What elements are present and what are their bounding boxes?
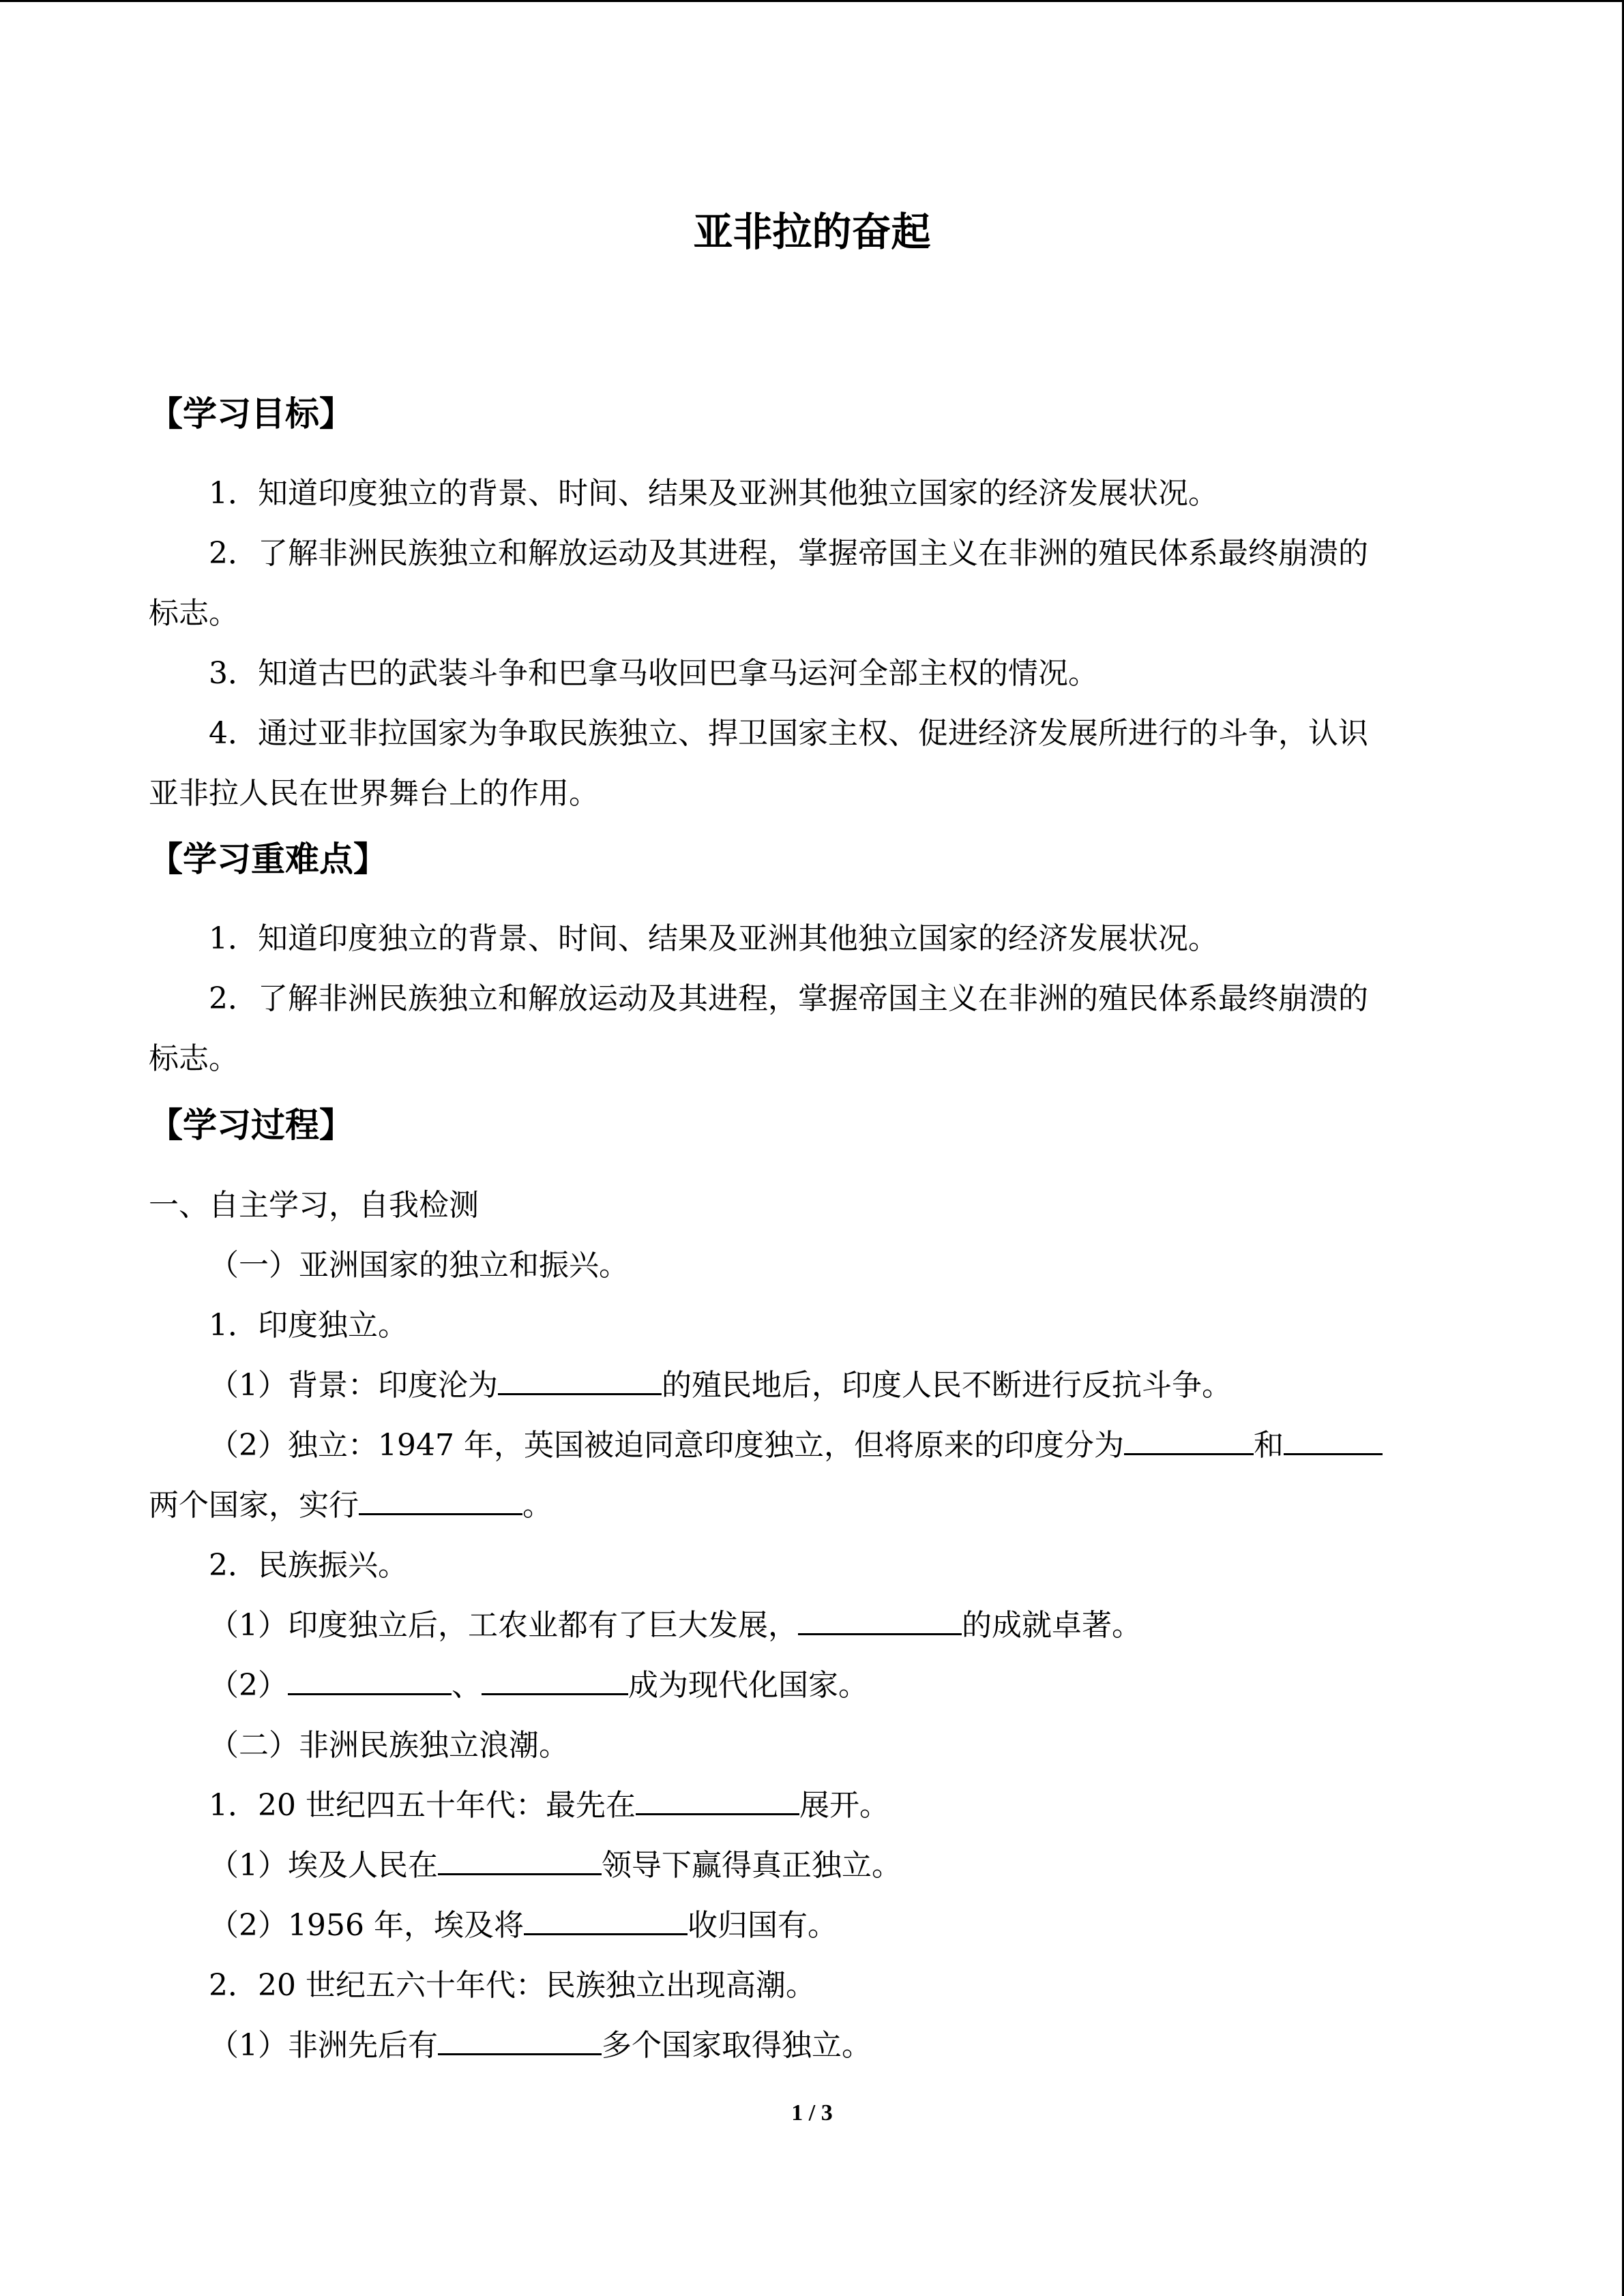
page-edge-top <box>0 0 1624 2</box>
fill-blank[interactable] <box>482 1660 628 1695</box>
fill-blank[interactable] <box>798 1600 962 1635</box>
fill-blank[interactable] <box>636 1780 799 1815</box>
fill-blank[interactable] <box>524 1900 688 1935</box>
list-item: 亚非拉人民在世界舞台上的作用。 <box>149 776 599 811</box>
fill-in-item: 两个国家，实行 。 <box>149 1476 1475 1536</box>
section-key-points <box>149 835 1475 883</box>
list-item: 2．20 世纪五六十年代：民族独立出现高潮。 <box>209 1968 816 2003</box>
fill-in-item: （1）埃及人民在 领导下赢得真正独立。 <box>149 1836 1475 1896</box>
sub-heading: （二）非洲民族独立浪潮。 <box>209 1728 569 1763</box>
list-item: 2．了解非洲民族独立和解放运动及其进程，掌握帝国主义在非洲的殖民体系最终崩溃的 <box>209 536 1368 571</box>
part-heading: 一、自主学习，自我检测 <box>149 1188 479 1223</box>
section-heading: 【学习重难点】 <box>149 839 387 879</box>
section-objectives <box>149 390 1475 438</box>
list-item: 标志。 <box>149 1041 239 1076</box>
page-title: 亚非拉的奋起 <box>693 209 931 255</box>
list-item: 1．印度独立。 <box>209 1308 408 1343</box>
list-item: 1．知道印度独立的背景、时间、结果及亚洲其他独立国家的经济发展状况。 <box>209 921 1218 956</box>
fill-blank[interactable] <box>498 1360 662 1395</box>
fill-in-item: （2） 、 成为现代化国家。 <box>149 1656 1475 1716</box>
process-content <box>149 1176 1475 2076</box>
fill-blank[interactable] <box>288 1660 452 1695</box>
fill-blank[interactable] <box>438 1840 602 1875</box>
fill-in-item: （1）印度独立后，工农业都有了巨大发展， 的成就卓著。 <box>149 1596 1475 1656</box>
fill-blank[interactable] <box>1124 1420 1254 1455</box>
list-item: 标志。 <box>149 596 239 631</box>
section-heading: 【学习过程】 <box>149 1105 353 1145</box>
list-item: 2．了解非洲民族独立和解放运动及其进程，掌握帝国主义在非洲的殖民体系最终崩溃的 <box>209 981 1368 1016</box>
page-number: 1 / 3 <box>791 2100 833 2126</box>
fill-in-item: （1）背景：印度沦为 的殖民地后，印度人民不断进行反抗斗争。 <box>149 1356 1475 1416</box>
section-heading: 【学习目标】 <box>149 394 353 434</box>
fill-blank[interactable] <box>438 2021 602 2055</box>
list-item: 3．知道古巴的武装斗争和巴拿马收回巴拿马运河全部主权的情况。 <box>209 656 1098 691</box>
list-item: 2．民族振兴。 <box>209 1548 408 1583</box>
section-process <box>149 1101 1475 1149</box>
list-item: 1．知道印度独立的背景、时间、结果及亚洲其他独立国家的经济发展状况。 <box>209 476 1218 511</box>
sub-heading: （一）亚洲国家的独立和振兴。 <box>209 1248 629 1283</box>
fill-blank[interactable] <box>359 1480 522 1515</box>
list-item: 4．通过亚非拉国家为争取民族独立、捍卫国家主权、促进经济发展所进行的斗争，认识 <box>209 716 1368 751</box>
key-points-list <box>149 909 1475 1089</box>
fill-in-item: （2）独立：1947 年，英国被迫同意印度独立，但将原来的印度分为 和 <box>149 1416 1475 1476</box>
objectives-list <box>149 464 1475 824</box>
fill-in-item: （2）1956 年，埃及将 收归国有。 <box>149 1896 1475 1956</box>
fill-in-item: （1）非洲先后有 多个国家取得独立。 <box>149 2016 1475 2076</box>
fill-in-item: 1．20 世纪四五十年代：最先在 展开。 <box>149 1776 1475 1836</box>
fill-blank[interactable] <box>1284 1420 1383 1455</box>
